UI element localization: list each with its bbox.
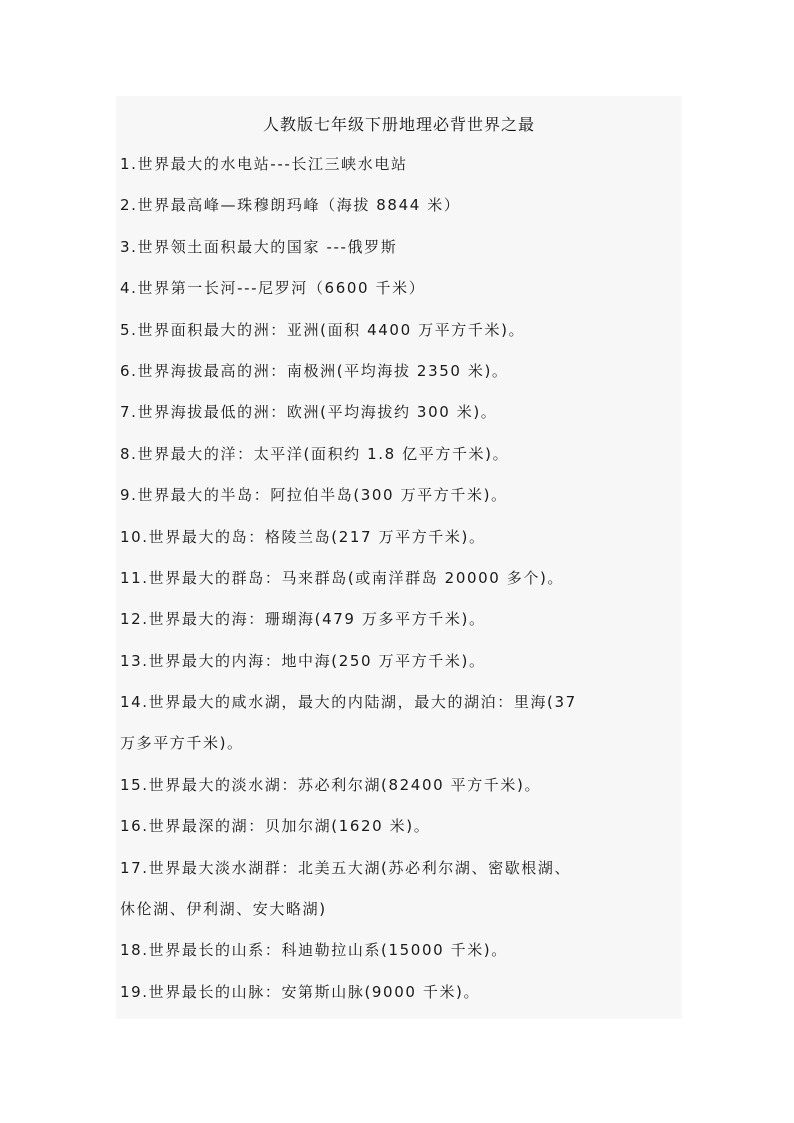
document-title: 人教版七年级下册地理必背世界之最 (262, 115, 535, 134)
list-item: 4.世界第一长河---尼罗河（6600 千米） (120, 279, 426, 298)
list-item: 17.世界最大淡水湖群：北美五大湖(苏必利尔湖、密歇根湖、 (120, 858, 572, 877)
list-item: 7.世界海拔最低的洲：欧洲(平均海拔约 300 米)。 (120, 403, 498, 422)
list-item: 8.世界最大的洋：太平洋(面积约 1.8 亿平方千米)。 (120, 444, 510, 463)
list-item: 12.世界最大的海：珊瑚海(479 万多平方千米)。 (120, 610, 486, 629)
list-item: 3.世界领土面积最大的国家 ---俄罗斯 (120, 237, 398, 256)
list-item: 14.世界最大的咸水湖，最大的内陆湖，最大的湖泊：里海(37 (120, 693, 577, 712)
document-body (116, 96, 682, 1019)
list-item: 18.世界最长的山系：科迪勒拉山系(15000 千米)。 (120, 941, 508, 960)
list-item: 1.世界最大的水电站---长江三峡水电站 (120, 155, 408, 173)
list-item: 11.世界最大的群岛：马来群岛(或南洋群岛 20000 多个)。 (120, 568, 565, 587)
list-item: 13.世界最大的内海：地中海(250 万平方千米)。 (120, 651, 486, 670)
list-item: 5.世界面积最大的洲：亚洲(面积 4400 万平方千米)。 (120, 320, 526, 339)
list-item-continuation: 万多平方千米)。 (120, 734, 244, 753)
list-item: 6.世界海拔最高的洲：南极洲(平均海拔 2350 米)。 (120, 361, 509, 380)
list-item: 15.世界最大的淡水湖：苏必利尔湖(82400 平方千米)。 (120, 775, 542, 794)
list-item: 10.世界最大的岛：格陵兰岛(217 万平方千米)。 (120, 527, 486, 546)
list-item: 19.世界最长的山脉：安第斯山脉(9000 千米)。 (120, 982, 481, 1001)
list-item: 2.世界最高峰—珠穆朗玛峰（海拔 8844 米） (120, 196, 461, 215)
list-item-continuation: 休伦湖、伊利湖、安大略湖) (120, 900, 327, 919)
list-item: 9.世界最大的半岛：阿拉伯半岛(300 万平方千米)。 (120, 486, 508, 505)
list-item: 16.世界最深的湖：贝加尔湖(1620 米)。 (120, 817, 431, 836)
